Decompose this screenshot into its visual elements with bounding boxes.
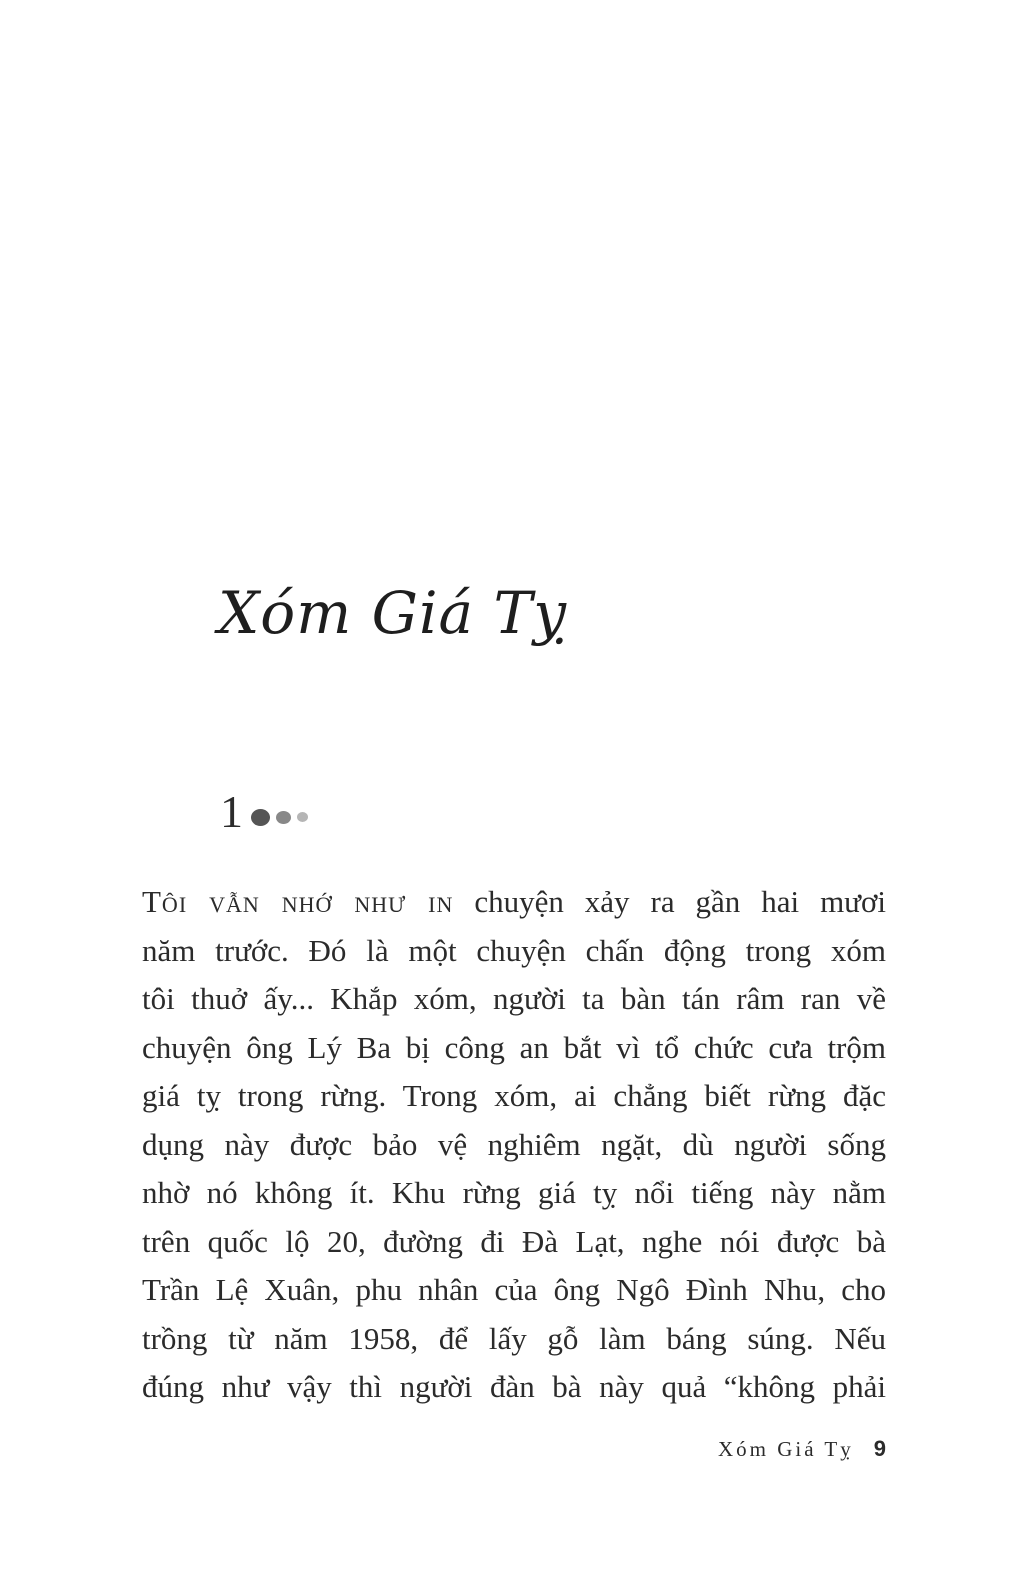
body-line: chuyện ông Lý Ba bị công an bắt vì tổ chức cưa trộm: [142, 1029, 886, 1065]
lead-in-small-caps: Tôi vẫn nhớ như in: [142, 884, 454, 919]
running-title: Xóm Giá Tỵ: [717, 1437, 854, 1461]
body-line: năm trước. Đó là một chuyện chấn động trong xóm: [142, 932, 886, 968]
body-line: trồng từ năm 1958, để lấy gỗ làm báng súng. Nếu: [142, 1320, 886, 1356]
body-line: đúng như vậy thì người đàn bà này quả “không phải: [142, 1369, 886, 1404]
body-line: [142, 878, 886, 927]
section-number: 1: [220, 786, 243, 837]
body-line: giá tỵ trong rừng. Trong xóm, ai chẳng biết rừng đặc: [142, 1078, 886, 1113]
section-dots-ornament: [251, 809, 308, 826]
body-paragraph: [142, 878, 886, 1412]
ornament-dot-large: [251, 809, 270, 826]
ornament-dot-small: [297, 812, 308, 822]
body-line-text: chuyện xảy ra gần hai mươi: [453, 884, 886, 919]
page-footer: [718, 1436, 886, 1462]
body-line: dụng này được bảo vệ nghiêm ngặt, dù người sống: [142, 1126, 886, 1162]
page-number: 9: [873, 1436, 886, 1461]
chapter-title: Xóm Giá Tỵ: [218, 578, 567, 647]
body-line: tôi thuở ấy... Khắp xóm, người ta bàn tán râm ran về: [142, 981, 886, 1016]
body-line: Trần Lệ Xuân, phu nhân của ông Ngô Đình Nhu, cho: [142, 1272, 886, 1307]
body-line: trên quốc lộ 20, đường đi Đà Lạt, nghe nói được bà: [142, 1223, 886, 1259]
ornament-dot-medium: [276, 811, 291, 824]
section-marker: [220, 786, 308, 838]
body-line: nhờ nó không ít. Khu rừng giá tỵ nổi tiếng này nằm: [142, 1175, 886, 1210]
